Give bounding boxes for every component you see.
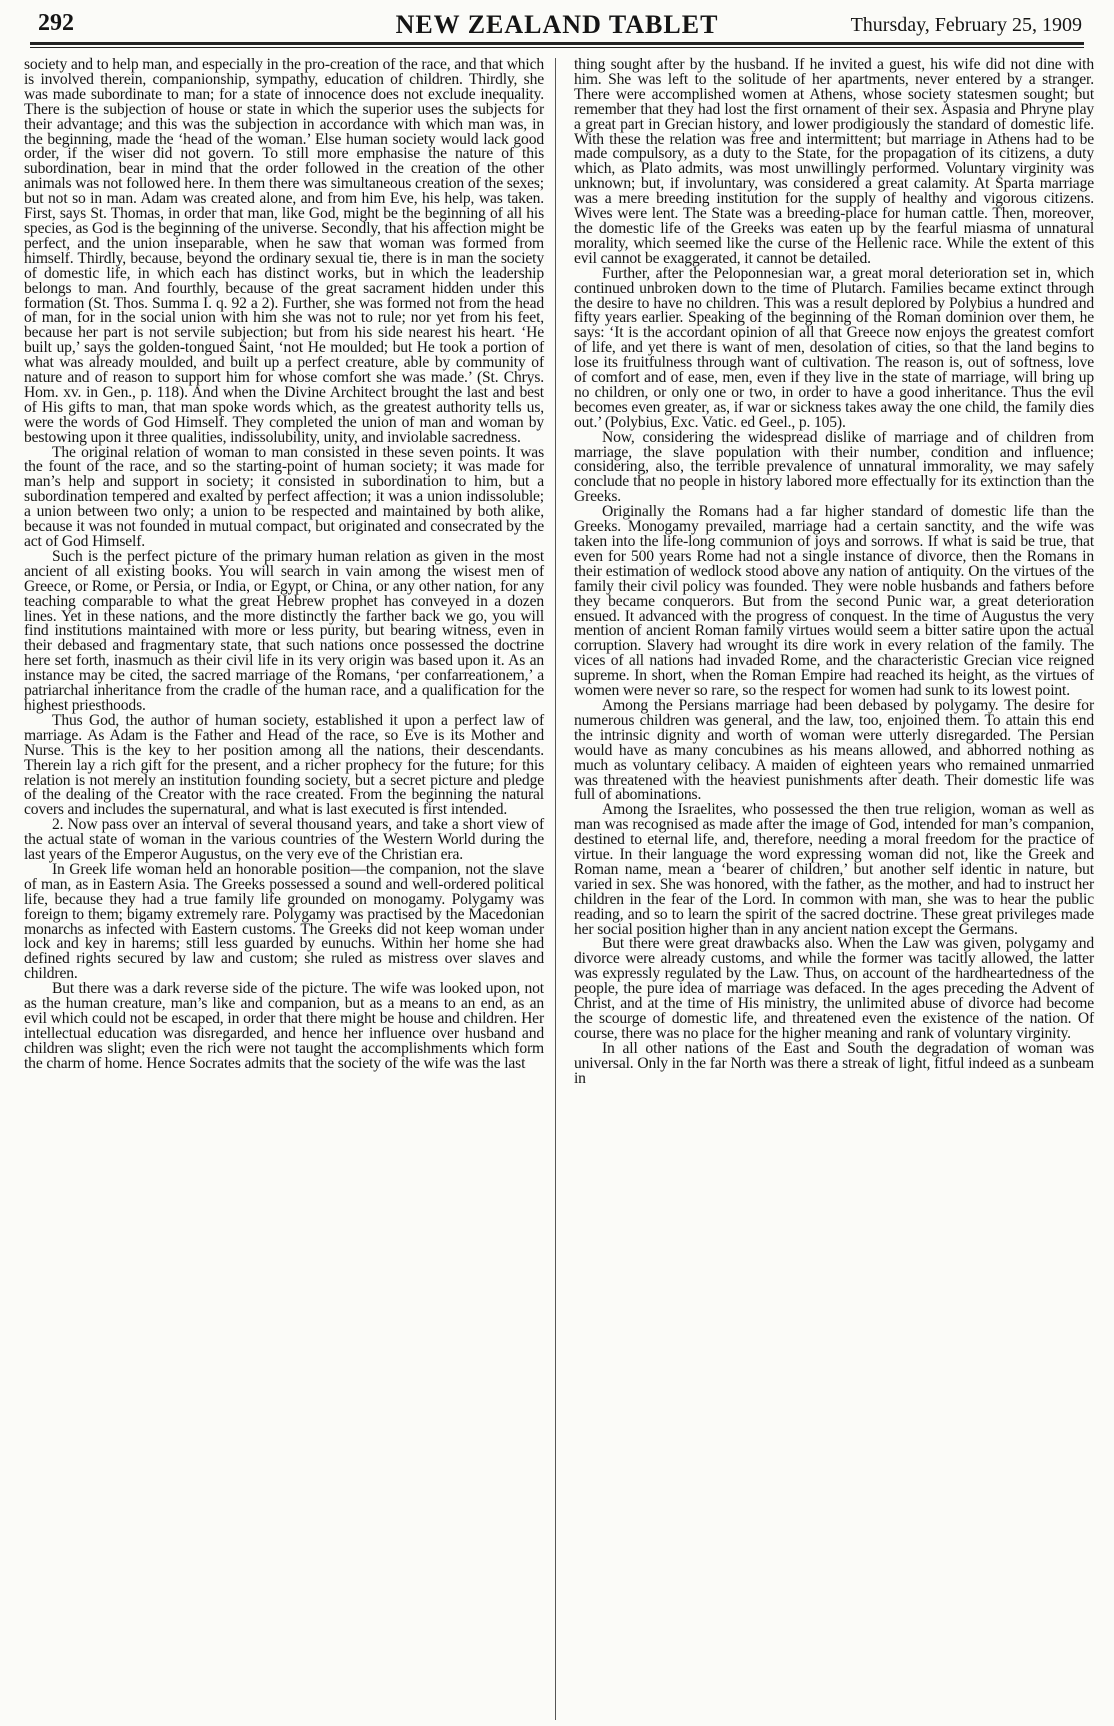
paragraph: Now, considering the widespread dislike of marriage and of children from marriage, the slave population with their number, condition and influence; considering, also, the terrible prevalence of unnatural immorality, we may safely conclude that no people in history labored more effectually for its extinction than the Greeks.	[574, 428, 1094, 506]
paragraph: But there were great drawbacks also. When the Law was given, polygamy and divorce were already customs, and while the former was tacitly allowed, the latter was expressly regulated by the Law. Thus, on account of the hardheartedness of the people, the pure idea of marriage was defaced. In the ages preceding the Advent of Christ, and at the time of His ministry, the unlimited abuse of divorce had become the scourge of domestic life, and threatened even the existence of the nation. Of course, there was no place for the higher meaning and rank of voluntary virginity.	[574, 935, 1094, 1042]
issue-date: Thursday, February 25, 1909	[850, 14, 1082, 36]
paragraph: Such is the perfect picture of the primary human relation as given in the most ancient of all existing books. You will search in vain among the wisest men of Greece, or Rome, or Persia, or India, or Egypt, or China, or any other nation, for any teaching comparable to what the great Hebrew prophet has conveyed in a dozen lines. Yet in these nations, and the more distinctly the farther back we go, you will find institutions maintained with more or less purity, but bearing witness, even in their debased and fragmentary state, that such nations once possessed the doctrine here set forth, inasmuch as their civil life in its very origin was based upon it. As an instance may be cited, the sacred marriage of the Romans, ‘per confarreationem,’ a patriarchal inheritance from the cradle of the human race, and a qualification for the highest priesthoods.	[24, 547, 544, 714]
paragraph: Among the Israelites, who possessed the then true religion, woman as well as man was recognised as made after the image of God, intended for man’s companion, destined to eternal life, and, therefore, needing a moral freedom for the practice of virtue. In their language the word expressing woman did not, like the Greek and Roman name, mean a ‘bearer of children,’ but another self identic in nature, but varied in sex. She was honored, with the father, as the mother, and had to instruct her children in the fear of the Lord. In common with man, she was to hear the public reading, and so to learn the spirit of the sacred doctrine. These great privileges made her social position higher than in any ancient nation except the Germans.	[574, 801, 1094, 938]
left-column	[24, 58, 544, 1072]
paragraph: society and to help man, and especially in the pro-creation of the race, and that which is involved therein, companionship, sympathy, education of children. Thirdly, she was made subordinate to man; for a state of innocence does not exclude inequality. There is the subjection of house or state in which the superior uses the subjects for their advantage; and this was the subjection in accordance with which man was, in the beginning, made the ‘head of the woman.’ Else human society would lack good order, if the wiser did not govern. To still more emphasise the nature of this subordination, bear in mind that the order followed in the creation of the other animals was not followed here. In them there was simultaneous creation of the sexes; but not so in man. Adam was created alone, and from him Eve, his help, was taken. First, says St. Thomas, in order that man, like God, might be the beginning of all his species, as God is the beginning of the universe. Secondly, that his affection might be perfect, and the union inseparable, when he saw that woman was formed from himself. Thirdly, because, beyond the ordinary sexual tie, there is in man the society of domestic life, in which each has distinct works, but in which the leadership belongs to man. And fourthly, because of the great sacrament hidden under this formation (St. Thos. Summa I. q. 92 a 2). Further, she was formed not from the head of man, for in the social union with him she was not to rule; nor yet from his feet, because her part is not servile subjection; but from his side nearest his heart. ‘He built up,’ says the golden-tongued Saint, ‘not He moulded; but He took a portion of what was already moulded, and built up a perfect creature, able by community of nature and of reason to support him for whose comfort she was made.’ (St. Chrys. Hom. xv. in Gen., p. 118). And when the Divine Architect brought the last and best of His gifts to man, that man spoke words which, as the greatest authority tells us, were the words of God Himself. They completed the union of man and woman by bestowing upon it three qualities, indissolubility, unity, and inviolable sacredness.	[24, 56, 544, 446]
paragraph: But there was a dark reverse side of the picture. The wife was looked upon, not as the human creature, man’s like and companion, but as a means to an end, as an evil which could not be escaped, in order that there might be house and children. Her intellectual education was disregarded, and hence her influence over husband and children was slight; even the rich were not taught the accomplishments which form the charm of home. Hence Socrates admits that the society of the wife was the last	[24, 980, 544, 1072]
paragraph: Thus God, the author of human society, established it upon a perfect law of marriage. As Adam is the Father and Head of the race, so Eve is its Mother and Nurse. This is the key to her position among all the nations, their descendants. Therein lay a rich gift for the present, and a richer prophecy for the future; for this relation is not merely an institution founding society, but a secret picture and pledge of the dealing of the Creator with the race created. From the beginning the natural covers and includes the supernatural, and what is last executed is first intended.	[24, 711, 544, 819]
masthead	[30, 6, 1084, 42]
header-rule	[30, 42, 1084, 45]
paragraph: In Greek life woman held an honorable position—the companion, not the slave of man, as in Eastern Asia. The Greeks possessed a sound and well-ordered political life, because they had a true family life grounded on monogamy. Polygamy was foreign to them; bigamy extremely rare. Polygamy was practised by the Macedonian monarchs as infected with Eastern customs. The Greeks did not keep woman under lock and key in harems; still less guarded by eunuchs. Within her home she had defined rights secured by law and custom; she ruled as mistress over slaves and children.	[24, 860, 544, 983]
right-column	[574, 58, 1094, 1087]
paragraph: Originally the Romans had a far higher standard of domestic life than the Greeks. Monogamy prevailed, marriage had a certain sanctity, and the wife was taken into the life-long communion of joys and sorrows. If what is said be true, that even for 500 years Rome had not a single instance of divorce, then the Romans in their estimation of wedlock stood above any nation of antiquity. On the virtues of the family their civil policy was founded. They were noble husbands and fathers before they became conquerors. But from the second Punic war, a great deterioration ensued. It advanced with the progress of conquest. In the time of Augustus the very mention of ancient Roman family virtues would seem a bitter satire upon the actual corruption. Slavery had wrought its dire work in every relation of the family. The vices of all nations had invaded Rome, and the characteristic Grecian vice reigned supreme. In short, when the Roman Empire had reached its height, as the virtues of women were never so rare, so the respect for women had sunk to its lowest point.	[574, 503, 1094, 700]
page-number: 292	[38, 10, 74, 36]
paragraph: 2. Now pass over an interval of several thousand years, and take a short view of the actual state of woman in the various countries of the Western World during the last years of the Emperor Augustus, on the very eve of the Christian era.	[24, 816, 544, 864]
column-divider	[555, 58, 556, 1720]
paragraph: thing sought after by the husband. If he invited a guest, his wife did not dine with him. She was left to the solitude of her apartments, never entered by a stranger. There were accomplished women at Athens, whose society statesmen sought; but remember that they had lost the first ornament of their sex. Aspasia and Phryne play a great part in Grecian history, and lower prodigiously the standard of domestic life. With these the relation was free and intermittent; but marriage in Athens had to be made compulsory, as a duty to the State, for the propagation of its citizens, a duty which, as Plato admits, was most unwillingly performed. Voluntary virginity was unknown; but, if involuntary, was considered a great calamity. At Sparta marriage was a mere breeding institution for the supply of healthy and vigorous citizens. Wives were lent. The State was a breeding-place for human cattle. Then, moreover, the domestic life of the Greeks was eaten up by the fearful miasma of unnatural morality, which seemed like the curse of the Hellenic race. While the extent of this evil cannot be exaggerated, it cannot be detailed.	[574, 56, 1094, 267]
paragraph: Further, after the Peloponnesian war, a great moral deterioration set in, which continued unbroken down to the time of Plutarch. Families became extinct through the desire to have no children. This was a result deplored by Polybius a hundred and fifty years earlier. Speaking of the beginning of the Roman dominion over them, he says: ‘It is the accordant opinion of all that Greece now enjoys the greatest comfort of life, and yet there is want of men, desolation of cities, so that the land begins to lose its fruitfulness through want of cultivation. The reason is, out of softness, love of comfort and of ease, men, even if they live in the state of marriage, will bring up no children, or only one or two, in order to have a good inheritance. Thus the evil becomes even greater, as, if war or sickness takes away the one child, the family dies out.’ (Polybius, Exc. Vatic. ed Geel., p. 105).	[574, 264, 1094, 431]
newspaper-title: NEW ZEALAND TABLET	[395, 10, 719, 39]
paragraph: Among the Persians marriage had been debased by polygamy. The desire for numerous children was general, and the law, too, enjoined them. To attain this end the intrinsic dignity and worth of woman were utterly disregarded. The Persian would have as many concubines as his means allowed, and abhorred nothing as much as voluntary celibacy. A maiden of eighteen years who remained unmarried was threatened with the heaviest punishments after death. Their domestic life was full of abominations.	[574, 696, 1094, 804]
paragraph: In all other nations of the East and South the degradation of woman was universal. Only in the far North was there a streak of light, fitful indeed as a sunbeam in	[574, 1039, 1094, 1087]
header-rule-thin	[30, 47, 1084, 48]
paragraph: The original relation of woman to man consisted in these seven points. It was the fount of the race, and so the starting-point of human society; it was made for man’s help and support in society; it consisted in subordination to him, but a subordination tempered and exalted by perfect affection; it was a union indissoluble; a union between two only; a union to be respected and maintained by both alike, because it was not founded in mutual compact, but originated and consecrated by the act of God Himself.	[24, 443, 544, 550]
